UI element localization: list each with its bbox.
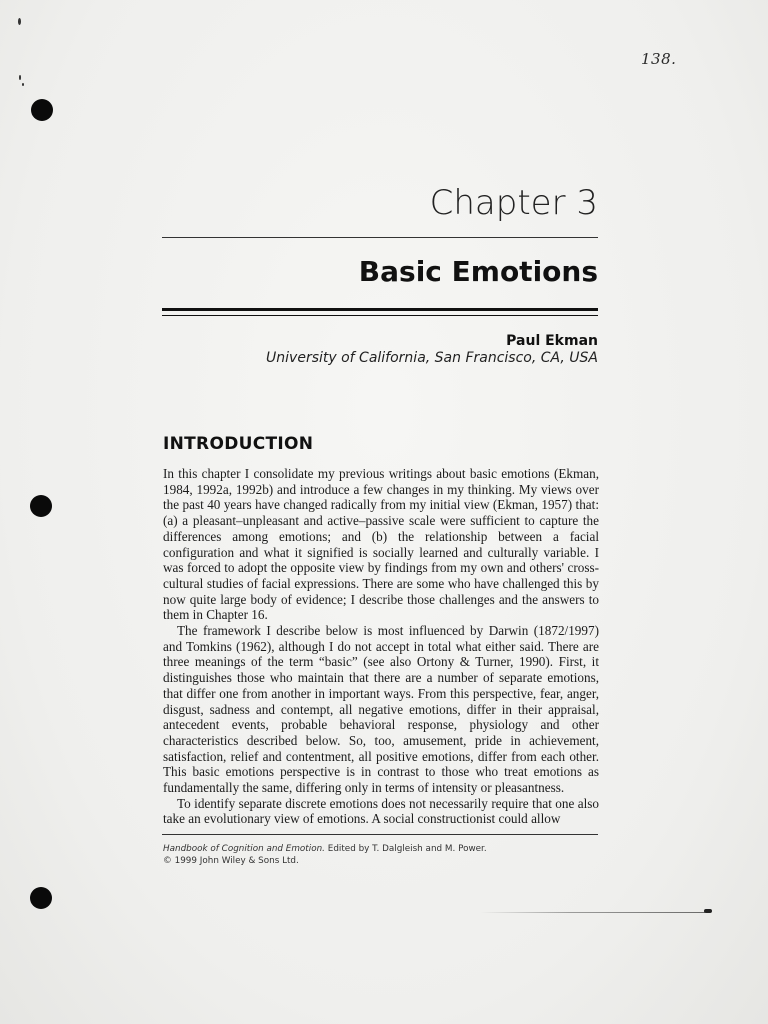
divider-rule: [162, 237, 598, 238]
handwritten-page-number: 138.: [641, 50, 677, 68]
section-heading: INTRODUCTION: [163, 434, 314, 454]
scan-artifact-mark: [704, 909, 712, 913]
paragraph: To identify separate discrete emotions does not necessarily require that one also take an evolutionary view of emotions. A social constructionist could allow: [163, 795, 599, 827]
chapter-title: Basic Emotions: [358, 255, 598, 288]
heavy-divider-rule: [162, 308, 598, 311]
chapter-label: Chapter 3: [429, 183, 598, 223]
scan-speck: [22, 83, 24, 86]
scan-speck: [18, 18, 21, 25]
scan-speck: [19, 75, 21, 80]
punch-hole-middle: [30, 495, 52, 517]
footnote: [163, 844, 487, 867]
author-affiliation: University of California, San Francisco, CA, USA: [266, 350, 598, 366]
paragraph: In this chapter I consolidate my previous writings about basic emotions (Ekman, 1984, 1992a, 1992b) and introduce a few changes in my thinking. My views over the past 40 years have changed radically from my initial view (Ekman, 1957) that: (a) a pleasant–unpleasant and active–passive scale were sufficient to capture the differences among emotions; and (b) the relationship between a facial configuration and what it signified is socially learned and culturally variable. I was forced to adopt the opposite view by findings from my own and others' cross-cultural studies of facial expressions. There are some who have challenged this by now quite large body of evidence; I describe those challenges and the answers to them in Chapter 16.: [163, 466, 599, 623]
footnote-rule: [162, 834, 598, 835]
scan-artifact-line: [480, 912, 705, 913]
body-text: [163, 466, 599, 827]
footnote-copyright: © 1999 John Wiley & Sons Ltd.: [163, 855, 299, 866]
punch-hole-bottom: [30, 887, 52, 909]
author-name: Paul Ekman: [506, 333, 598, 349]
footnote-editors: Edited by T. Dalgleish and M. Power.: [324, 844, 487, 854]
footnote-source-line: [163, 844, 487, 856]
footnote-book-title: Handbook of Cognition and Emotion.: [163, 844, 325, 854]
paragraph: The framework I describe below is most influenced by Darwin (1872/1997) and Tomkins (1962), although I do not accept in total what either said. There are three meanings of the term “basic” (see also Ortony & Turner, 1990). First, it distinguishes those who maintain that there are a number of separate emotions, that differ one from another in important ways. From this perspective, fear, anger, disgust, sadness and contempt, all negative emotions, differ in their appraisal, antecedent events, probable behavioral response, physiology and other characteristics described below. So, too, amusement, pride in achievement, satisfaction, relief and contentment, all positive emotions, differ from each other. This basic emotions perspective is in contrast to those who treat emotions as fundamentally the same, differing only in terms of intensity or pleasantness.: [163, 623, 599, 796]
punch-hole-top: [31, 99, 53, 121]
divider-rule-secondary: [162, 315, 598, 316]
